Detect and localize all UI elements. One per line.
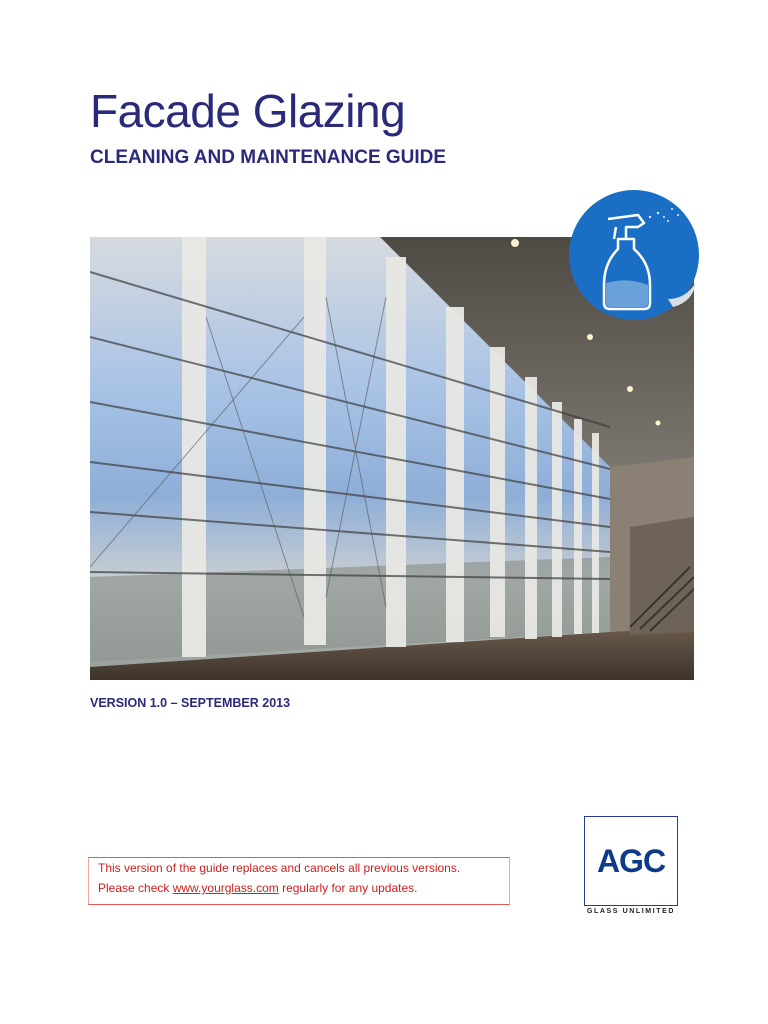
spray-bottle-badge (568, 187, 703, 322)
page-title: Facade Glazing (90, 85, 406, 137)
notice-prefix: Please check (98, 881, 173, 895)
agc-logo (584, 816, 678, 906)
notice-line-2 (98, 878, 509, 898)
update-notice (88, 857, 510, 905)
spray-bottle-icon (568, 187, 703, 322)
page-subtitle: CLEANING AND MAINTENANCE GUIDE (90, 147, 447, 168)
notice-line-1: This version of the guide replaces and cancels all previous versions. (98, 861, 461, 875)
website-link[interactable]: www.yourglass.com (172, 881, 279, 895)
version-date: VERSION 1.0 – SEPTEMBER 2013 (90, 696, 291, 710)
notice-suffix: regularly for any updates. (278, 881, 418, 895)
logo-tagline: GLASS UNLIMITED (586, 908, 676, 915)
logo-mark: AGC (596, 843, 666, 879)
